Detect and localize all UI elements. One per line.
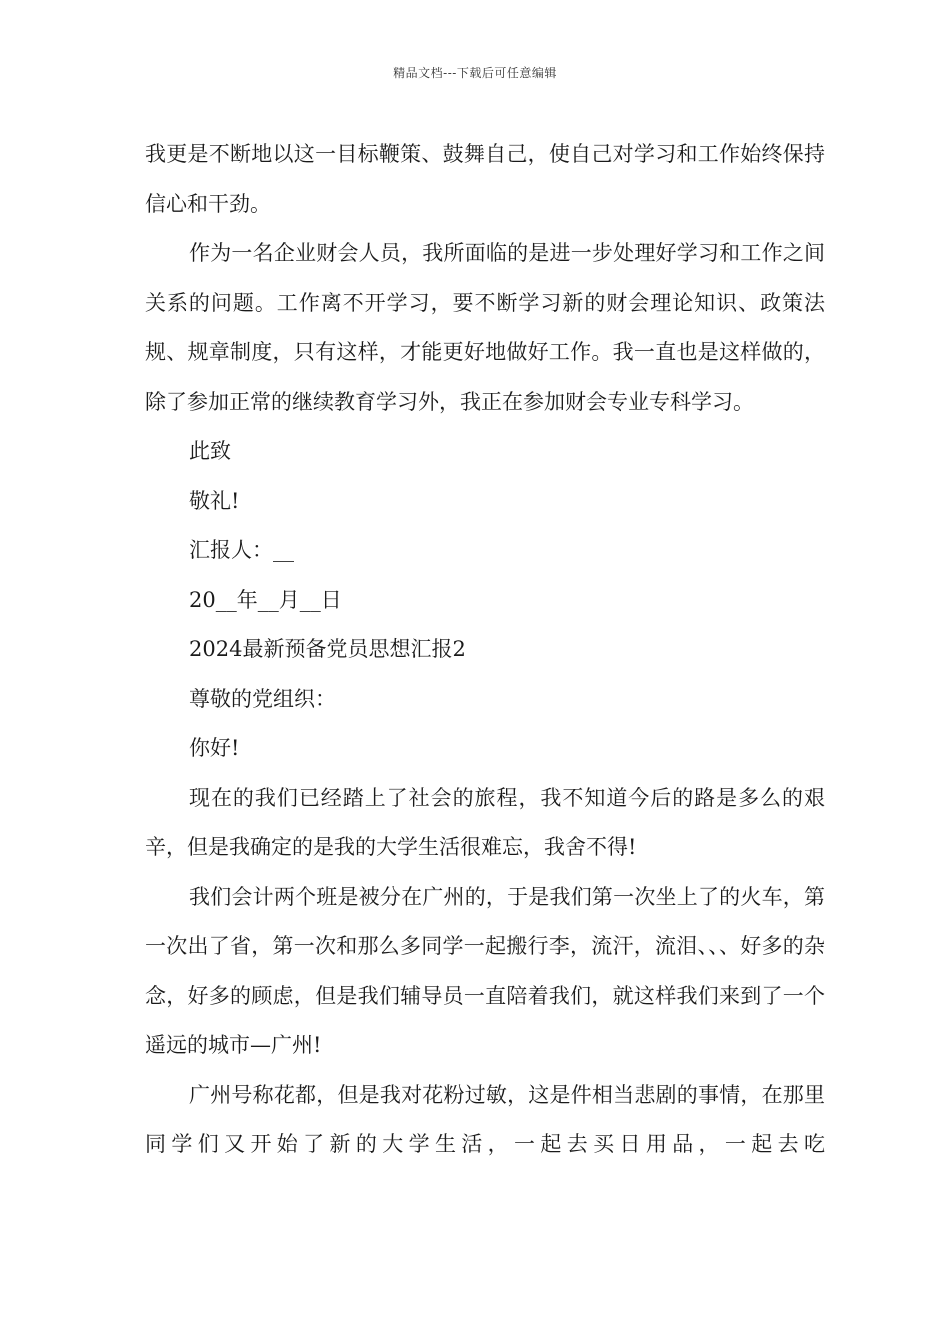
date-line: 20__年__月__日 [189,587,342,612]
paragraph-4: 我们会计两个班是被分在广州的，于是我们第一次坐上了的火车，第一次出了省，第一次和那么多同学一起搬行李，流汗，流泪、、、好多的杂念，好多的顾虑，但是我们辅导员一直陪着我们，就这样我们来到了一个遥远的城市—广州! [145,884,825,1057]
paragraph-3: 现在的我们已经踏上了社会的旅程，我不知道今后的路是多么的艰辛，但是我确定的是我的大学生活很难忘，我舍不得! [145,785,825,859]
document-body [145,130,825,1170]
closing-salutation: 此致 [189,439,231,463]
paragraph-1: 我更是不断地以这一目标鞭策、鼓舞自己，使自己对学习和工作始终保持信心和干劲。 [145,142,825,216]
reporter-line: 汇报人：__ [189,538,294,562]
page-header: 精品文档---下载后可任意编辑 [393,66,557,80]
section-title: 2024最新预备党员思想汇报2 [189,637,466,661]
paragraph-2: 作为一名企业财会人员，我所面临的是进一步处理好学习和工作之间关系的问题。工作离不开学习，要不断学习新的财会理论知识、政策法规、规章制度，只有这样，才能更好地做好工作。我一直也是这样做的，除了参加正常的继续教育学习外，我正在参加财会专业专科学习。 [145,241,825,414]
paragraph-5: 广州号称花都，但是我对花粉过敏，这是件相当悲剧的事情，在那里同学们又开始了新的大学生活，一起去买日用品，一起去吃 [145,1082,825,1156]
greeting-hello: 你好! [189,736,240,760]
closing-respect: 敬礼! [189,488,240,513]
greeting-addressee: 尊敬的党组织： [189,686,336,711]
